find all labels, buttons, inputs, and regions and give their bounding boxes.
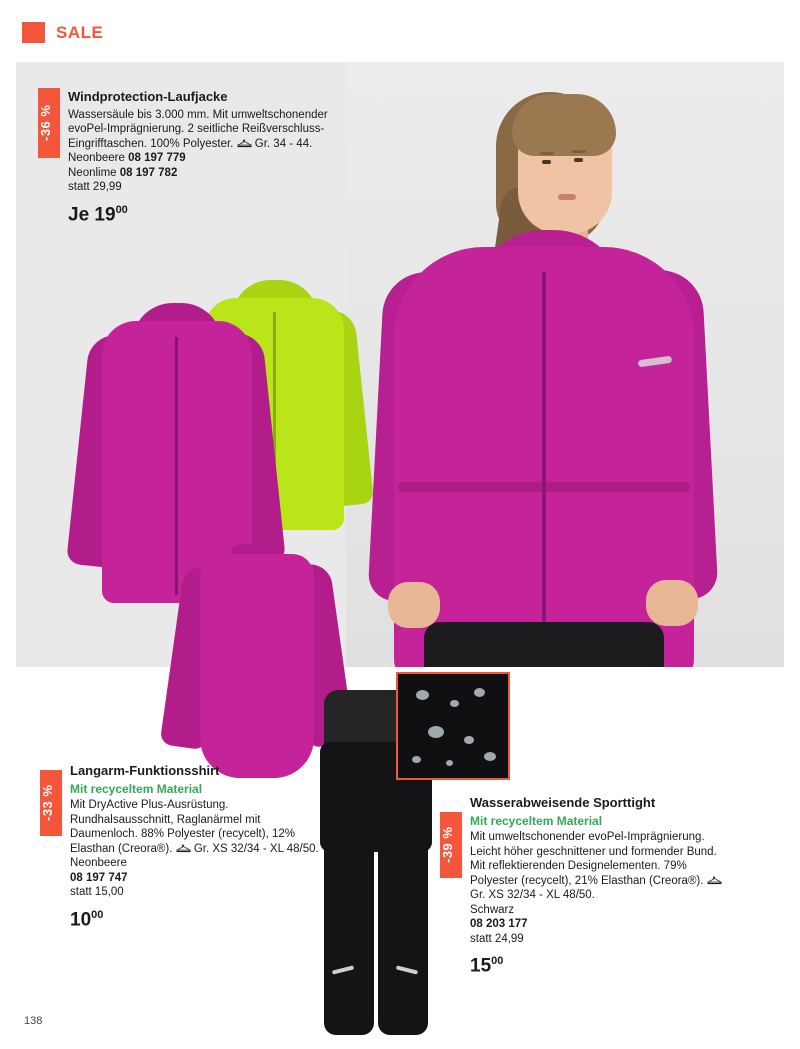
model-hand-right <box>646 580 698 626</box>
article-number-shirt: 08 197 747 <box>70 871 128 884</box>
color-line-neonlime: Neonlime 08 197 782 <box>68 166 178 179</box>
model-eye-right <box>574 158 583 162</box>
discount-badge-jacket: -36 % <box>38 88 60 158</box>
product-title-tights: Wasserabweisende Sporttight <box>470 795 656 810</box>
jacket-zipper <box>542 272 546 667</box>
model-image <box>346 62 784 667</box>
model-eyebrow-right <box>572 150 586 153</box>
product-title-shirt: Langarm-Funktionsshirt <box>70 763 220 778</box>
product-description-jacket: Wassersäule bis 3.000 mm. Mit umweltschonender evoPel-Imprägnierung. 2 seitliche Reißverschluss-Eingrifftaschen. 100% Polyester. Gr. 34 - 44. <box>68 108 328 150</box>
tights-leg-right <box>378 840 428 1035</box>
old-price-jacket: statt 29,99 <box>68 181 122 193</box>
model-hair-front <box>512 94 616 156</box>
product-title-jacket: Windprotection-Laufjacke <box>68 89 228 104</box>
water-droplet <box>474 688 485 697</box>
water-droplet <box>416 690 429 700</box>
color-name-tights: Schwarz <box>470 903 515 916</box>
water-droplet <box>450 700 459 707</box>
price-shirt: $10^{00}$ <box>70 908 104 930</box>
color-name-shirt: Neonbeere <box>70 857 127 869</box>
discount-badge-shirt: -33 % <box>40 770 62 836</box>
product-size-jacket: Gr. 34 - 44. <box>254 137 313 150</box>
eco-label-shirt: Mit recyceltem Material <box>70 781 203 796</box>
product-description-shirt: Mit DryActive Plus-Ausrüstung. Rundhalsausschnitt, Raglanärmel mit Daumenloch. 88% Polyester (recycelt), 12% Elasthan (Creora®). Gr. XS 32/34 - XL 48/50. <box>70 799 319 855</box>
model-tights <box>424 622 664 667</box>
model-mouth <box>558 194 576 200</box>
price-jacket: Je $19^{00}$ <box>68 203 128 225</box>
water-droplet <box>446 760 453 766</box>
color-line-neonbeere: Neonbeere 08 197 779 <box>68 152 186 164</box>
product-info-jacket <box>68 89 348 225</box>
water-droplet <box>428 726 444 738</box>
page-header <box>22 22 103 43</box>
water-droplet <box>464 736 474 744</box>
model-eye-left <box>542 160 551 164</box>
eco-label-tights: Mit recyceltem Material <box>470 813 603 828</box>
discount-badge-tights: -39 % <box>440 812 462 878</box>
product-size-tights: Gr. XS 32/34 - XL 48/50. <box>470 889 595 901</box>
model-hand-left <box>388 582 440 628</box>
water-droplet <box>484 752 496 761</box>
hanger-icon <box>176 844 191 853</box>
article-number-tights: 08 203 177 <box>470 918 528 930</box>
water-droplet <box>412 756 421 763</box>
price-tights: $15^{00}$ <box>470 955 504 977</box>
tights-leg-left <box>324 840 374 1035</box>
product-size-shirt: Gr. XS 32/34 - XL 48/50. <box>193 842 319 855</box>
product-info-shirt <box>70 763 320 930</box>
hanger-icon <box>707 876 722 885</box>
sale-tab-marker <box>22 22 45 43</box>
product-info-tights <box>470 795 730 977</box>
sale-label: SALE <box>56 22 104 42</box>
shirt-body <box>200 554 314 778</box>
old-price-shirt: statt 15,00 <box>70 886 124 898</box>
water-repellent-detail-photo <box>396 672 510 780</box>
hanger-icon <box>237 139 252 148</box>
product-description-tights: Mit umweltschonender evoPel-Imprägnierung. Leicht höher geschnittener und formender Bund. Mit reflektierenden Designelementen. 79% Polyester (recycelt), 21% Elasthan (Creora®). Gr. XS 32/34 - XL 48/50. <box>470 830 730 903</box>
page-number: 138 <box>24 1015 43 1027</box>
model-eyebrow-left <box>540 152 554 155</box>
old-price-tights: statt 24,99 <box>470 932 524 945</box>
